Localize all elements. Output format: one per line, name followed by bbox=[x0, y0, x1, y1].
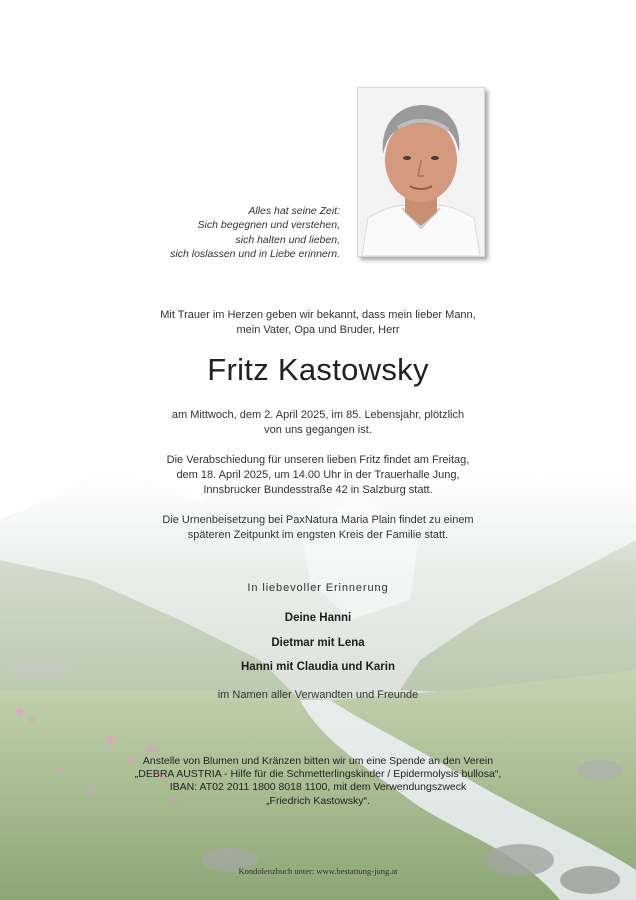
death-notice bbox=[90, 408, 546, 438]
donation-line: „Friedrich Kastowsky“. bbox=[266, 794, 370, 807]
donation-request bbox=[60, 755, 576, 808]
verse-line: sich loslassen und in Liebe erinnern. bbox=[170, 247, 340, 260]
farewell-details bbox=[90, 453, 546, 498]
farewell-line: Innsbrucker Bundesstraße 42 in Salzburg statt. bbox=[203, 484, 433, 496]
death-line: am Mittwoch, dem 2. April 2025, im 85. Lebensjahr, plötzlich bbox=[171, 409, 465, 421]
verse-line: Alles hat seine Zeit: bbox=[248, 205, 340, 217]
portrait-photo-icon bbox=[358, 88, 484, 256]
memory-heading: In liebevoller Erinnerung bbox=[247, 582, 389, 594]
portrait-photo bbox=[357, 87, 485, 257]
relatives-note: im Namen aller Verwandten und Freunde bbox=[217, 689, 419, 701]
donation-line: „DEBRA AUSTRIA - Hilfe für die Schmetterlingskinder / Epidermolysis bullosa“, bbox=[134, 768, 502, 781]
death-line: von uns gegangen ist. bbox=[264, 424, 372, 436]
deceased-name: Fritz Kastowsky bbox=[207, 352, 429, 387]
urn-burial-details bbox=[90, 513, 546, 543]
mourner-name: Dietmar mit Lena bbox=[271, 637, 365, 649]
announcement-intro bbox=[80, 308, 556, 338]
farewell-line: Die Verabschiedung für unseren lieben Fritz findet am Freitag, bbox=[166, 454, 470, 466]
intro-line: Mit Trauer im Herzen geben wir bekannt, dass mein lieber Mann, bbox=[160, 309, 476, 321]
donation-line: IBAN: AT02 2011 1800 8018 1100, mit dem Verwendungszweck bbox=[169, 781, 467, 794]
verse-line: sich halten und lieben, bbox=[235, 233, 340, 246]
urn-line: späteren Zeitpunkt im engsten Kreis der Familie statt. bbox=[187, 529, 449, 541]
verse-line: Sich begegnen und verstehen, bbox=[197, 219, 340, 232]
urn-line: Die Urnenbeisetzung bei PaxNatura Maria Plain findet zu einem bbox=[162, 514, 474, 526]
farewell-line: dem 18. April 2025, um 14.00 Uhr in der Trauerhalle Jung, bbox=[176, 469, 460, 481]
donation-line: Anstelle von Blumen und Kränzen bitten wir um eine Spende an den Verein bbox=[142, 755, 494, 767]
verse-quote bbox=[130, 204, 340, 261]
mourner-name: Hanni mit Claudia und Karin bbox=[241, 661, 395, 673]
condolence-book-link[interactable]: Kondolenzbuch unter: www.bestattung-jung.at bbox=[238, 866, 398, 876]
intro-line: mein Vater, Opa und Bruder, Herr bbox=[236, 324, 400, 336]
mourner-name: Deine Hanni bbox=[284, 612, 352, 624]
